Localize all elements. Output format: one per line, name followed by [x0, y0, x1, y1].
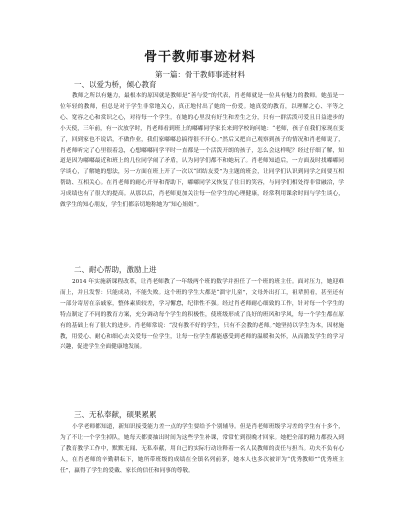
section-2-paragraph: 2014 年实施新课程改革，让肖老师教了一年级两个班的数学并担任了一个班的班主任。面对压力，她迎难而上，并且发誓：只能成功，不能失败。这个班的学生大都是“溜守儿童”，文母外出打工，祖辈照看，甚至还有一部分寄居在亲戚家，整体素质较差，学习懈怠，纪律性不强。经过肖老师耐心细致的工作，针对每一个学生的特点制定了不同的教育方案，充分调动每个学生的积极性，使班级形成了良好的班风和学风，每一个学生都在原有的基础上有了很大的进步。肖老师常说：“没有教不好的学生，只有不会教的老师。”她坚持以学生为本，因材施教，用爱心、耐心和细心去关爱每一位学生，让每一位学生都能感受到老师的温暖和关怀，从而激发学生的学习兴趣，促进学生全面健康地发展。: [60, 279, 344, 351]
document-subtitle: 第一篇：骨干教师事迹材料: [155, 70, 245, 79]
section-2-heading: 二、耐心帮助，激励上进: [74, 265, 157, 274]
document-title: 骨干教师事迹材料: [143, 50, 256, 65]
section-1-heading: 一、以爱为桥，倾心教育: [74, 80, 157, 89]
section-1-paragraph: 教师之所以有魅力，最根本的原因就是教师是“善与爱”的代表，肖老师就是一位具有魅力的教师。她虽是一位年轻的教师，但总是对于学生非常地关心，真正地付出了她的一份爱。她真爱的教育，以理解之心、平等之心、宽容之心和赏识之心，对待每一个学生，在她的心里没有好生和差生之分，只有一群活泼可爱且日益进步的小天使，三年前，有一次放学时，肖老师看到班上的嘟嘟同学家长来到学校询问她：“老师，孩子在我们家现在变了，回到家也不说话，不做作业，我们家嘟嘟总搞得很不开心。”然后又把自己观察到孩子的情况和肖老师说了，肖老师听完了心里很着急，心想嘟嘟同学平时一直都是一个活泼开朗的孩子，怎么会这样呢？经过仔细了解，知道是因为嘟嘟最近和班上的几位同学闹了矛盾，认为同学们都不和她玩了。肖老师知道后，一方面及时找嘟嘟同学谈心，了解她的想法，另一方面在班上开了一次以“团结友爱”为主题的班会，让同学们认识到同学之间要互相帮助、互相关心。在肖老师的耐心开导和帮助下，嘟嘟同学又恢复了往日的笑容，与同学们相处得非常融洽，学习成绩也有了很大的提高。从那以后，肖老师更加关注每一位学生的心理健康，经常利用课余时间与学生谈心，做学生的知心朋友，学生们都亲切地称她为“知心姐姐”。: [60, 93, 344, 209]
section-3-heading: 三、无私奉献，硕果累累: [74, 410, 157, 419]
section-3-paragraph: 小学老师都知道，新知识接受能力差一点的学生要给予个别辅导。但是肖老师班级学习差的学生有十多个，为了不让一个学生掉队，她每天都要抽出时间为这些学生补课，常常忙到很晚才回家。她把全部的精力都投入到了教育教学工作中，默默无闻、无私奉献，用自己的实际行动诠释着一名人民教师的责任与担当。功夫不负有心人，在肖老师的辛勤耕耘下，她所带班级的成绩在全镇名列前茅，她本人也多次被评为“优秀教师”“优秀班主任”，赢得了学生的爱戴、家长的信任和同事的尊敬。: [60, 424, 344, 474]
